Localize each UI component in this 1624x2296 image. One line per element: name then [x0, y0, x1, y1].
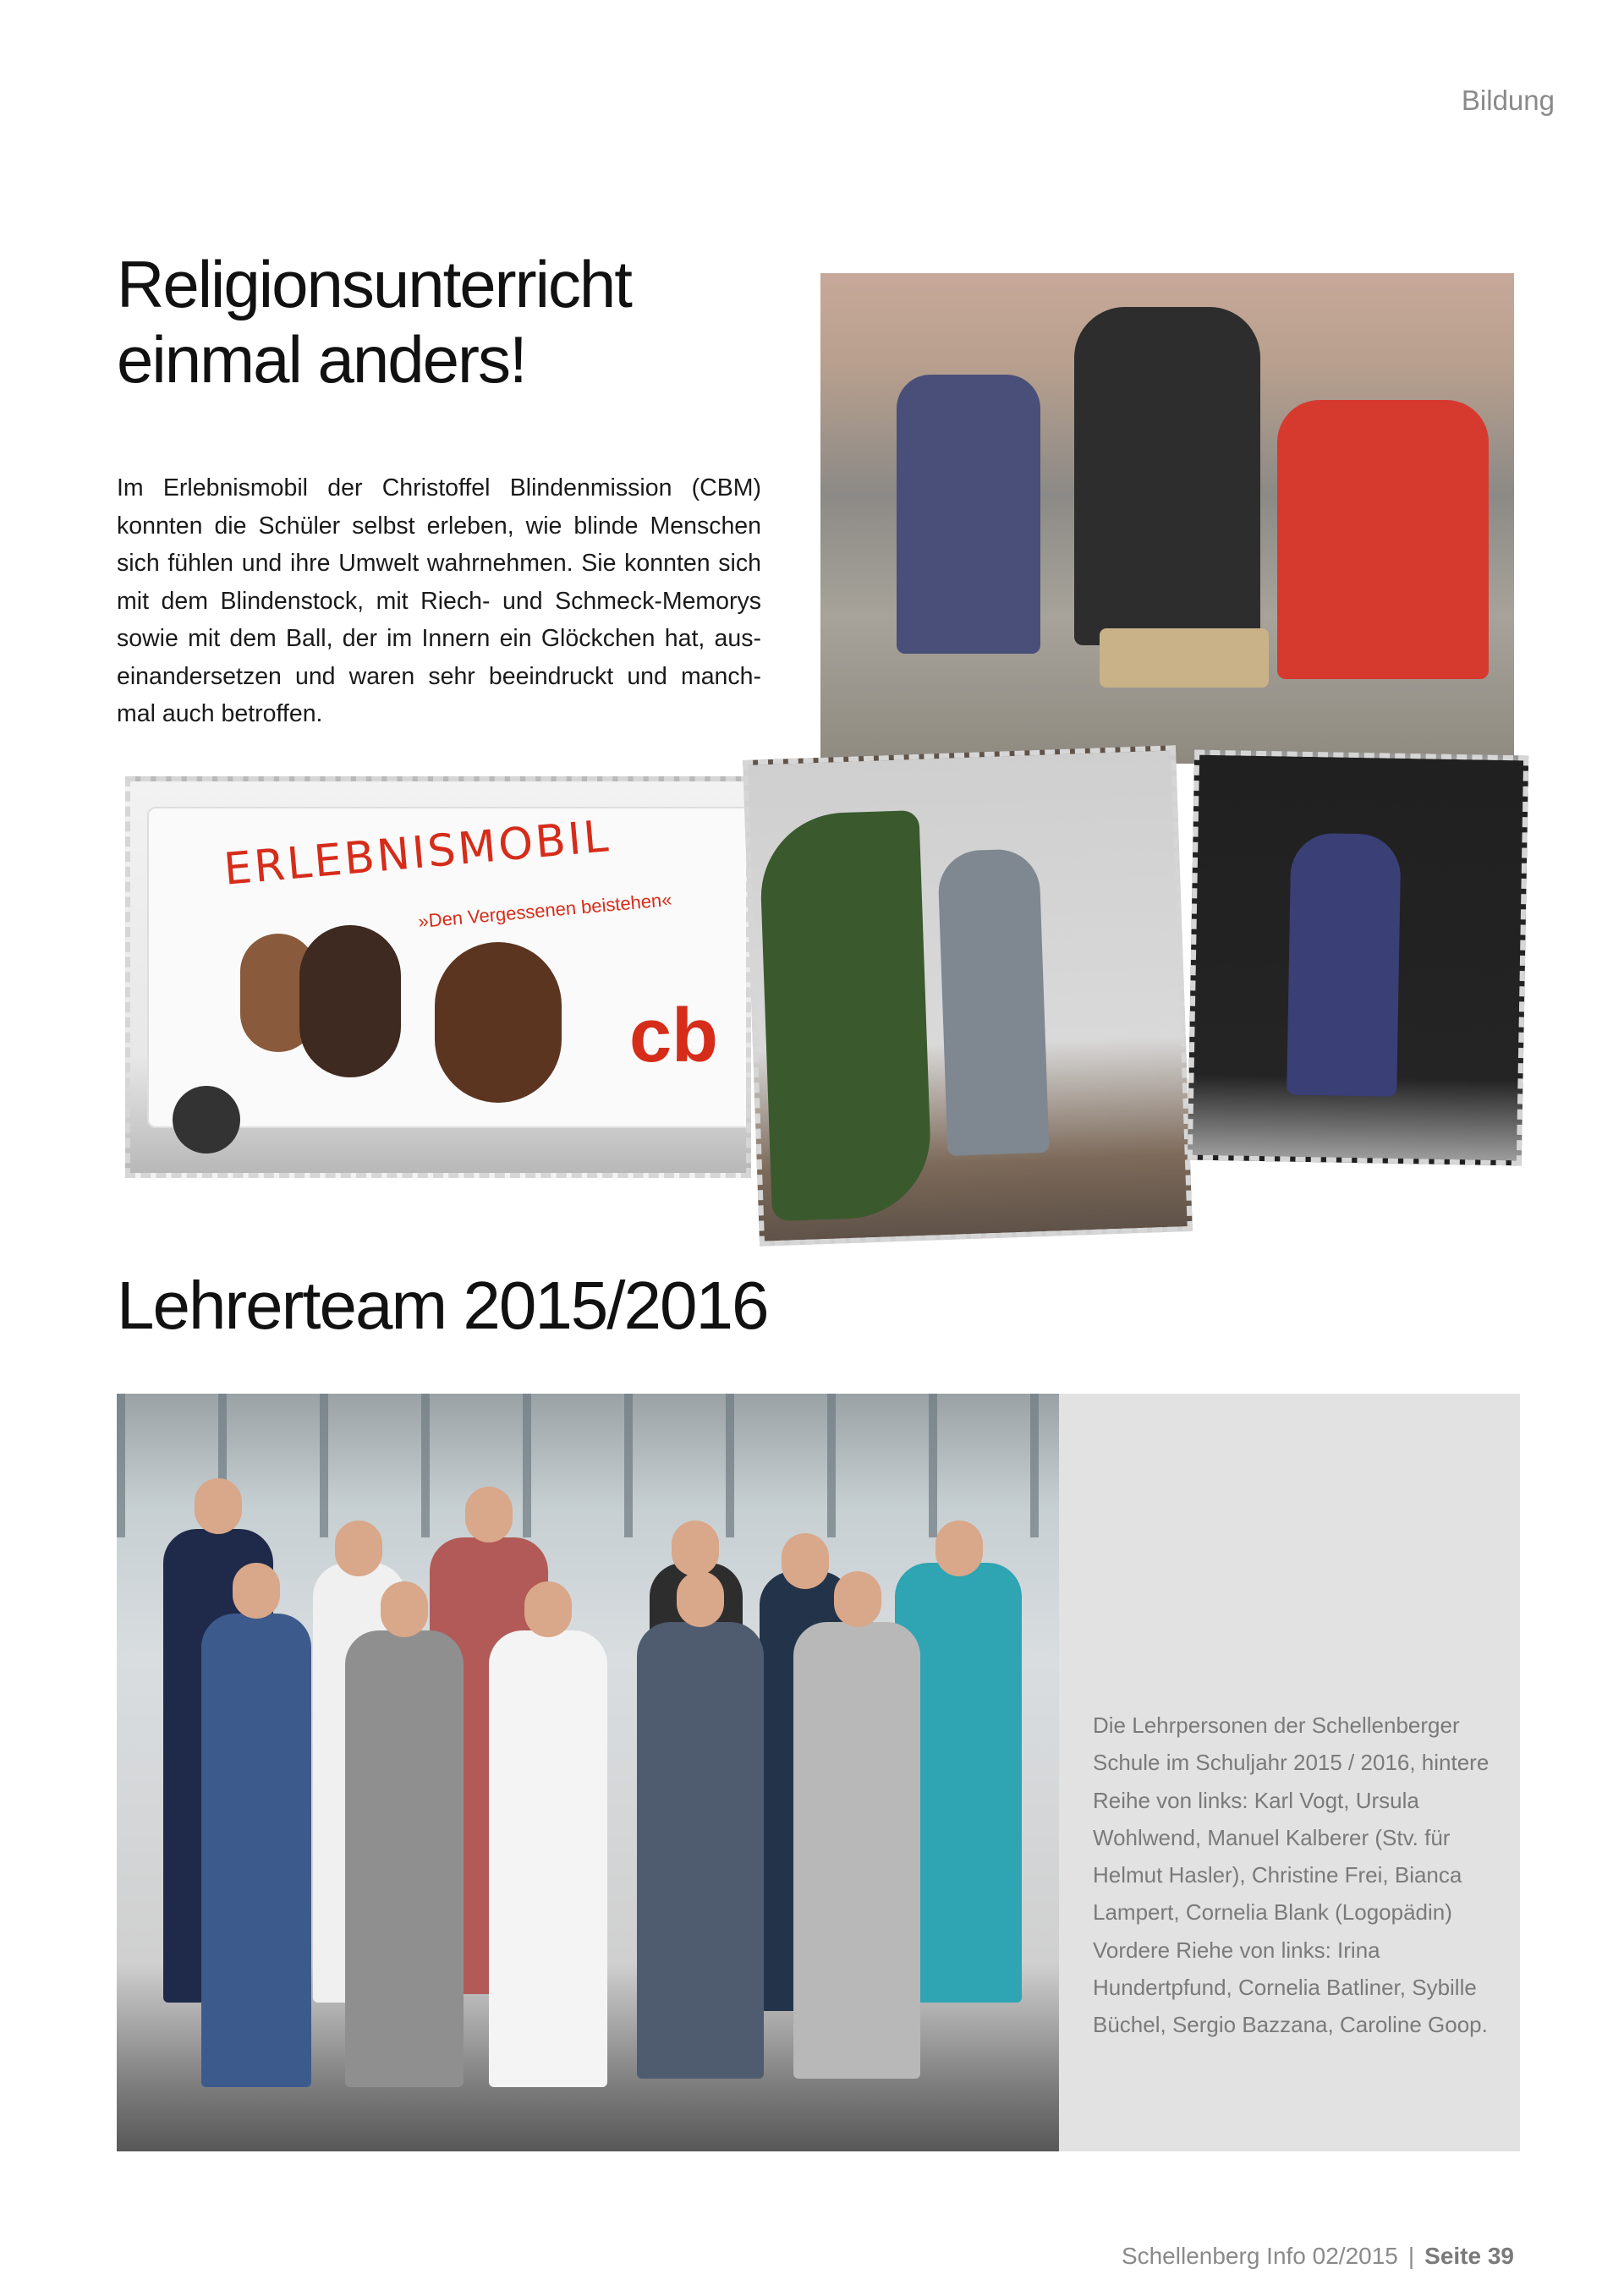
caption-box — [1059, 1394, 1520, 2151]
photo-erlebnismobil-truck — [125, 776, 751, 1178]
photo-glass-roof — [117, 1394, 1059, 1537]
article-title-line-2: einmal anders! — [117, 321, 526, 397]
team-person-head — [834, 1571, 881, 1627]
photo-figure-boy — [937, 848, 1049, 1156]
team-person-head — [381, 1581, 428, 1637]
photo-figure-girl-left — [897, 375, 1040, 654]
team-person-head — [782, 1533, 829, 1589]
team-person-head — [465, 1487, 513, 1543]
section-label: Bildung — [1461, 85, 1555, 116]
article-title-line-1: Religionsunterricht — [117, 247, 631, 321]
section-title-lehrerteam: Lehrerteam 2015/2016 — [117, 1268, 768, 1343]
photo-teacher-team — [117, 1394, 1059, 2151]
team-person — [793, 1622, 920, 2079]
article-body: Im Erlebnismobil der Christoffel Blindenmission (CBM) konnten die Schüler selbst erleben, wie blinde Menschen sich fühlen und ihre Umwelt wahrnehmen. Sie konnten sich mit dem Blindenstock, mit Riech- und Schmeck-Memorys sowie mit dem Ball, der im Innern ein Glöckchen hat, aus- einandersetzen und waren sehr beeindruckt und manch- mal auch betroffen. — [117, 474, 761, 727]
photo-blindfolded-children — [820, 273, 1514, 764]
footer-publication: Schellenberg Info 02/2015 — [1121, 2243, 1398, 2269]
photo-girl-blindfolded — [1188, 750, 1528, 1166]
team-person-head — [335, 1521, 382, 1576]
truck-wheel — [173, 1086, 240, 1153]
photo-memory-tray — [1100, 628, 1269, 688]
team-person-head — [524, 1581, 572, 1637]
team-person — [637, 1622, 764, 2079]
team-person — [489, 1630, 607, 2087]
footer-page-number: Seite 39 — [1424, 2243, 1514, 2269]
team-person — [201, 1614, 311, 2087]
team-person-head — [677, 1571, 724, 1627]
truck-logo: cb — [629, 994, 719, 1078]
photo-palm-leaf — [758, 810, 933, 1221]
team-person-head — [672, 1521, 719, 1576]
team-person-head — [233, 1563, 280, 1619]
photo-boy-blindfolded — [743, 745, 1193, 1247]
article-title — [117, 247, 760, 397]
team-person-head — [935, 1521, 983, 1576]
photo-figure-girl — [1287, 833, 1401, 1097]
truck-face-3 — [435, 942, 562, 1103]
team-person — [345, 1630, 464, 2087]
page-footer — [1122, 2243, 1514, 2296]
photo-caption: Die Lehrpersonen der Schellenberger Schule im Schuljahr 2015 / 2016, hintere Reihe von links: Karl Vogt, Ursula Wohlwend, Manuel Kalberer (Stv. für Helmut Hasler), Christine Frei, Bianca Lampert, Cornelia Blank (Logopädin) Vordere Riehe von links: Irina Hundertpfund, Cornelia Batliner, Sybille Büchel, Sergio Bazzana, Caroline Goop. — [1093, 1712, 1490, 2038]
truck-face-2 — [299, 925, 401, 1077]
truck-subtitle: »Den Vergessenen beistehen« — [417, 888, 673, 933]
team-person-head — [195, 1478, 242, 1534]
truck-title: ERLEBNISMOBIL — [222, 811, 613, 896]
photo-figure-girl-right — [1277, 400, 1489, 679]
footer-separator: | — [1407, 2243, 1415, 2269]
photo-figure-woman — [1074, 307, 1260, 645]
